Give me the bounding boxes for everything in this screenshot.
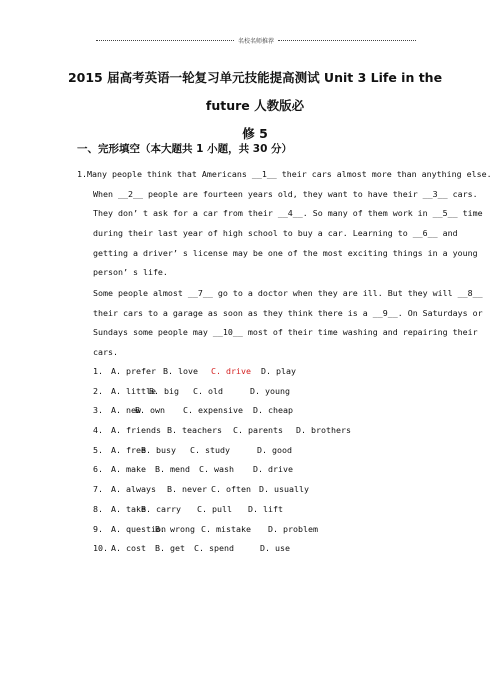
option-row bbox=[93, 421, 351, 441]
option-a: A. little bbox=[111, 385, 156, 396]
option-row bbox=[93, 460, 293, 480]
option-d: D. young bbox=[250, 385, 290, 396]
passage-line: their cars to a garage as soon as they think there is a __9__. On Saturdays or bbox=[93, 307, 483, 318]
question-number: 4. bbox=[93, 425, 103, 436]
question-number: 7. bbox=[93, 484, 103, 495]
passage-line: When __2__ people are fourteen years old, they want to have their __3__ cars. bbox=[93, 188, 478, 199]
option-b: B. own bbox=[135, 405, 165, 416]
header-dotted-rule-left bbox=[96, 40, 234, 41]
option-c: C. mistake bbox=[201, 523, 251, 534]
option-c: C. pull bbox=[197, 503, 232, 514]
option-c: C. spend bbox=[194, 543, 234, 554]
option-row bbox=[93, 401, 293, 421]
option-c: C. drive bbox=[211, 366, 251, 376]
option-a: A. question bbox=[111, 523, 166, 534]
option-c: C. often bbox=[211, 484, 251, 495]
option-row bbox=[93, 441, 292, 461]
option-c: C. wash bbox=[199, 464, 234, 475]
header-dotted-rule-right bbox=[278, 40, 416, 41]
option-a: A. free bbox=[111, 444, 146, 455]
passage-line: 1.Many people think that Americans __1__ their cars almost more than anything else. bbox=[77, 169, 492, 179]
option-c: C. parents bbox=[233, 425, 283, 436]
option-row bbox=[93, 480, 309, 500]
page-header bbox=[96, 34, 416, 46]
option-d: D. cheap bbox=[253, 405, 293, 416]
passage-line: They don’ t ask for a car from their __4__. So many of them work in __5__ time bbox=[93, 208, 483, 219]
option-d: D. play bbox=[261, 366, 296, 376]
option-d: D. usually bbox=[259, 484, 309, 495]
option-a: A. prefer bbox=[111, 366, 156, 376]
question-number: 5. bbox=[93, 444, 103, 455]
question-number: 1. bbox=[93, 366, 103, 376]
section-heading: 一、完形填空（本大题共 1 小题，共 30 分） bbox=[77, 143, 293, 155]
option-a: A. always bbox=[111, 484, 156, 495]
option-d: D. good bbox=[257, 444, 292, 455]
option-d: D. brothers bbox=[296, 425, 351, 436]
option-b: B. never bbox=[167, 484, 207, 495]
question-number: 6. bbox=[93, 464, 103, 475]
option-c: C. study bbox=[190, 444, 230, 455]
option-b: B. mend bbox=[155, 464, 190, 475]
option-b: B. big bbox=[149, 385, 179, 396]
document-title bbox=[60, 64, 450, 148]
option-b: B. love bbox=[163, 366, 198, 376]
option-b: B. teachers bbox=[167, 425, 222, 436]
option-b: B. busy bbox=[141, 444, 176, 455]
option-row bbox=[93, 362, 296, 382]
option-a: A. new bbox=[111, 405, 141, 416]
option-d: D. use bbox=[260, 543, 290, 554]
passage-line: cars. bbox=[93, 347, 118, 358]
option-b: B. carry bbox=[141, 503, 181, 514]
option-d: D. drive bbox=[253, 464, 293, 475]
option-row bbox=[93, 539, 290, 559]
option-c: C. expensive bbox=[183, 405, 243, 416]
header-text: 名校名师推荐 bbox=[238, 37, 275, 45]
option-a: A. make bbox=[111, 464, 146, 475]
option-b: B. get bbox=[155, 543, 185, 554]
option-d: D. lift bbox=[248, 503, 283, 514]
option-a: A. friends bbox=[111, 425, 161, 436]
option-row bbox=[93, 382, 290, 402]
passage-line: getting a driver’ s license may be one of the most exciting things in a young bbox=[93, 247, 478, 258]
title-line-1: 2015 届高考英语一轮复习单元技能提高测试 Unit 3 Life in the future 人教版必 bbox=[67, 70, 443, 113]
question-number: 3. bbox=[93, 405, 103, 416]
option-row bbox=[93, 520, 318, 540]
passage-line: Some people almost __7__ go to a doctor when they are ill. But they will __8__ bbox=[93, 288, 483, 298]
option-b: B. wrong bbox=[155, 523, 195, 534]
question-number: 10. bbox=[93, 543, 108, 554]
passage-paragraph-1 bbox=[77, 165, 492, 283]
option-c: C. old bbox=[193, 385, 223, 396]
title-line-2: 修 5 bbox=[242, 126, 268, 141]
option-a: A. cost bbox=[111, 543, 146, 554]
option-row bbox=[93, 500, 283, 520]
question-number: 8. bbox=[93, 503, 103, 514]
passage-line: person’ s life. bbox=[93, 267, 168, 278]
question-number: 9. bbox=[93, 523, 103, 534]
passage-line: Sundays some people may __10__ most of their time washing and repairing their bbox=[93, 327, 478, 338]
passage-line: during their last year of high school to buy a car. Learning to __6__ and bbox=[93, 228, 458, 239]
option-a: A. take bbox=[111, 503, 146, 514]
answer-options-list bbox=[93, 362, 351, 559]
question-number: 2. bbox=[93, 385, 103, 396]
passage-paragraph-2 bbox=[77, 284, 483, 363]
option-d: D. problem bbox=[268, 523, 318, 534]
